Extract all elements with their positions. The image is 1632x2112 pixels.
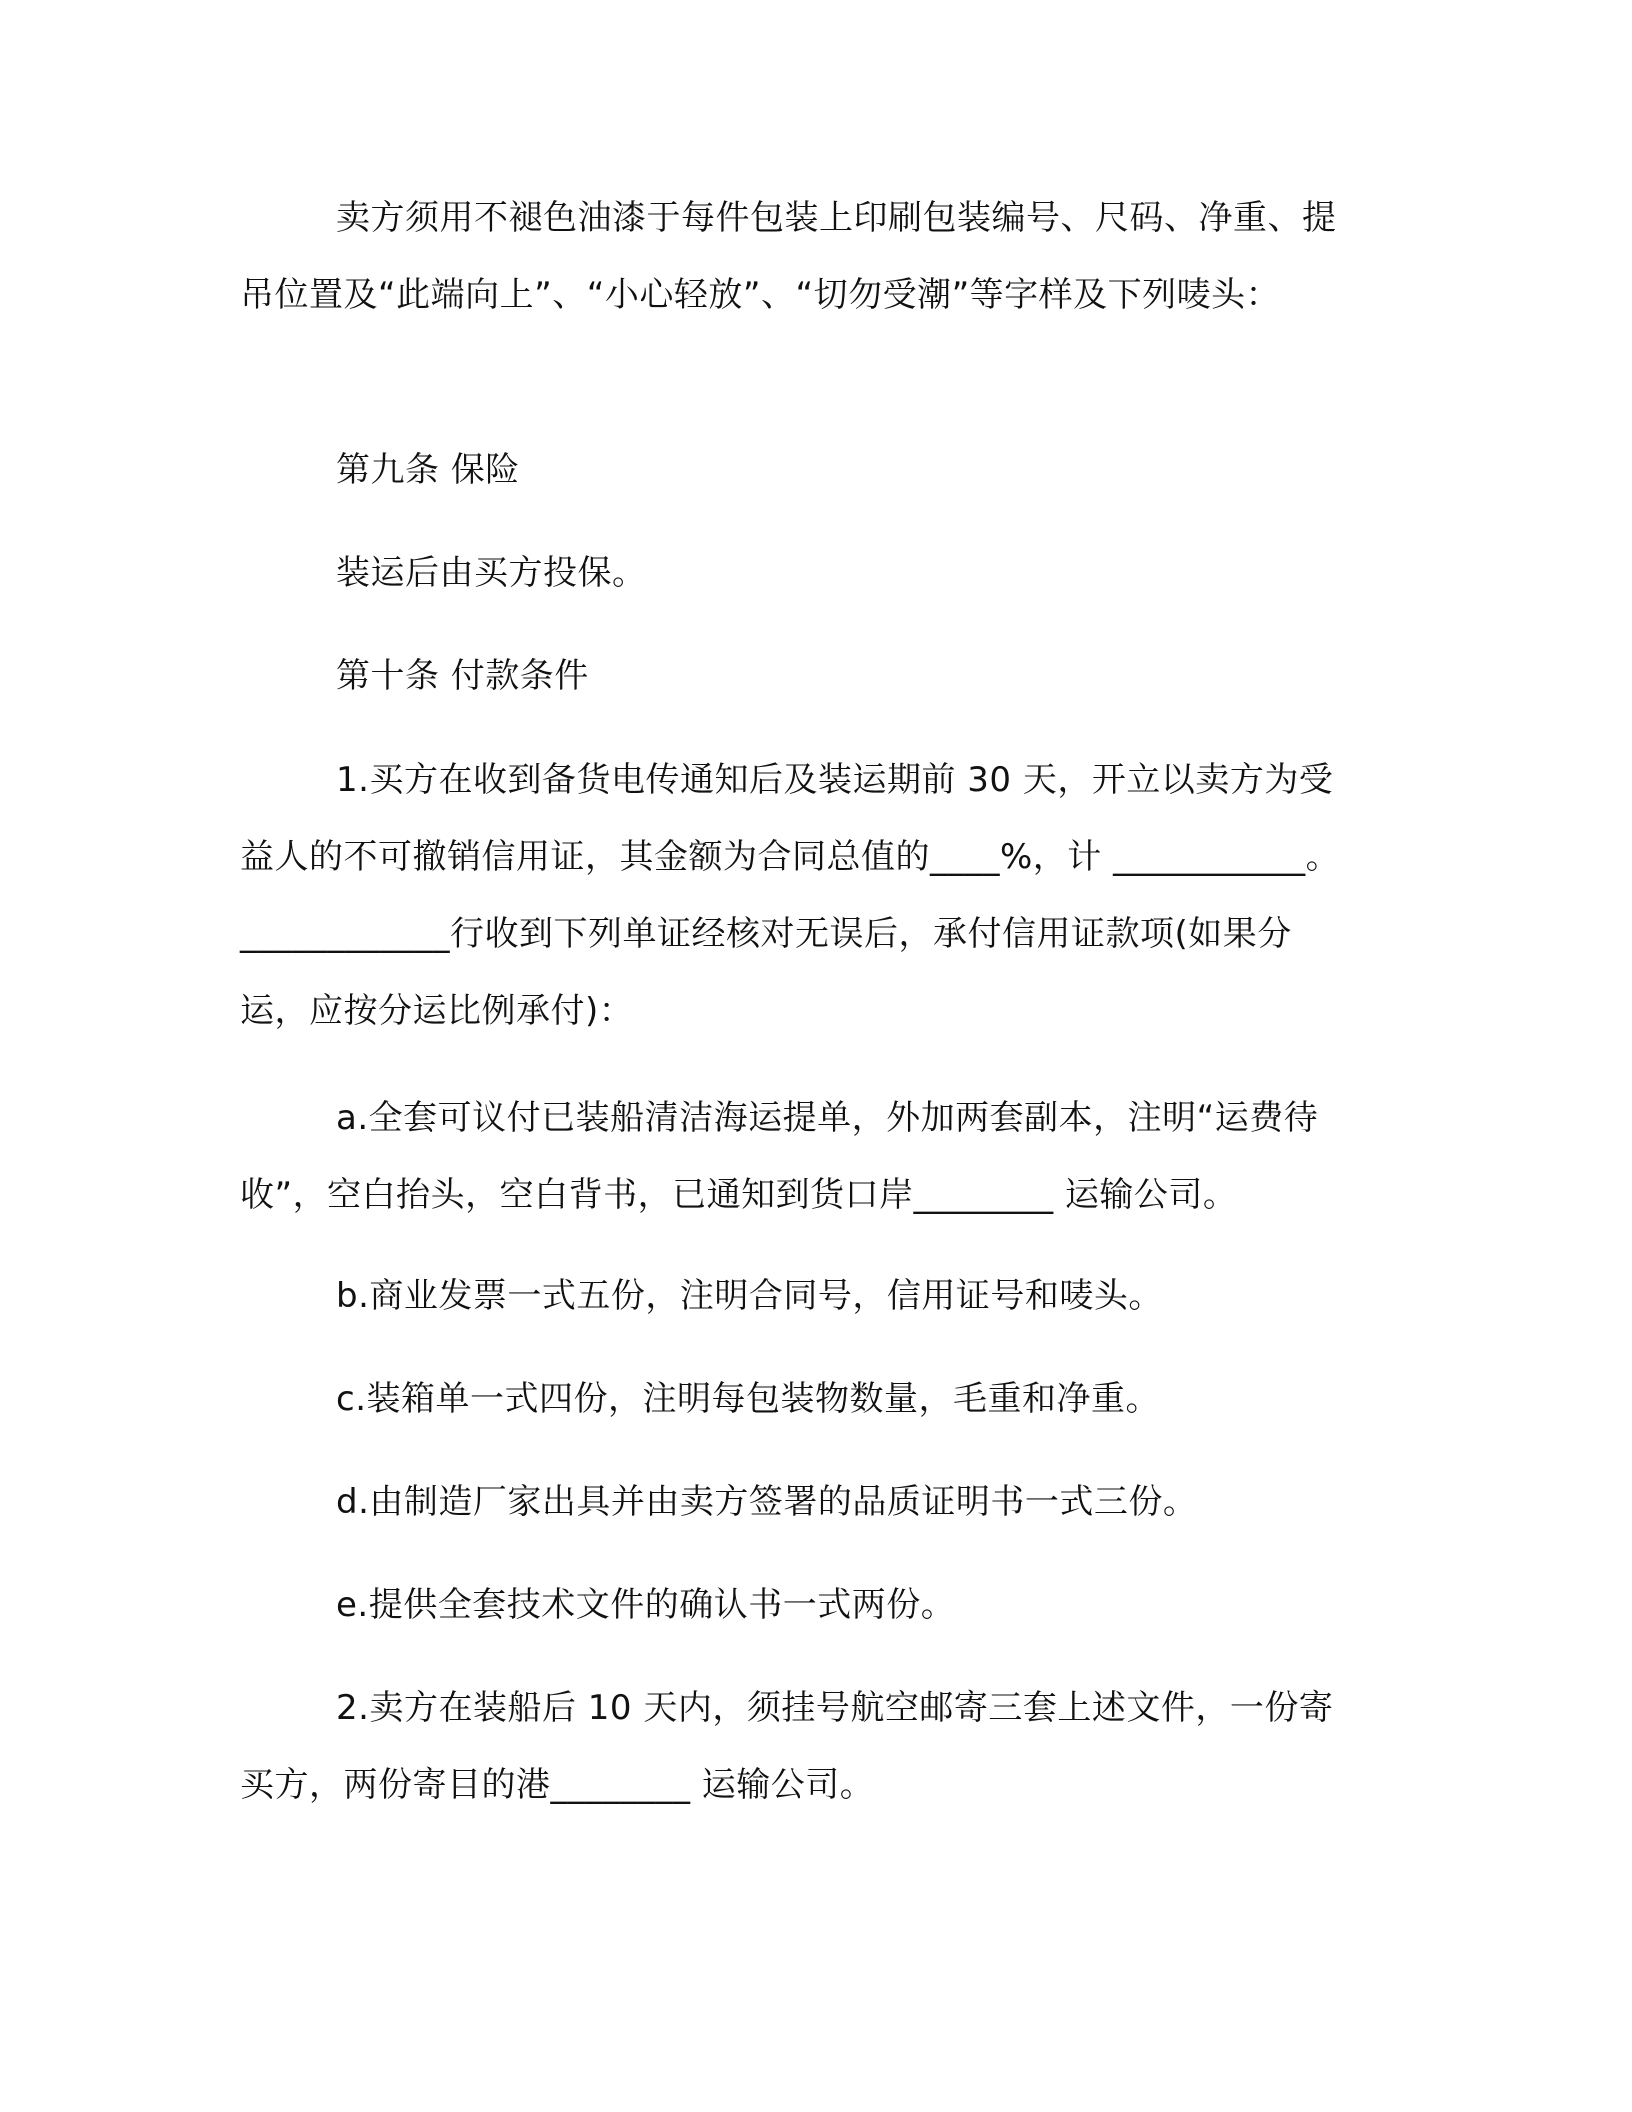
paragraph-letter-of-credit: 1.买方在收到备货电传通知后及装运期前 30 天，开立以卖方为受益人的不可撤销信用证，其金额为合同总值的____%，计 ___________。 ____________行收到下列单证经核对无误后，承付信用证款项(如果分运，应按分运比例承付)： [240,760,1341,1031]
heading-article-10-payment-terms: 第十条 付款条件 [336,656,589,696]
paragraph-item-b-invoice: b.商业发票一式五份，注明合同号，信用证号和唛头。 [336,1276,1163,1316]
paragraph-item-a-bill-of-lading: a.全套可议付已装船清洁海运提单，外加两套副本，注明“运费待收”，空白抬头，空白背书，已通知到货口岸________ 运输公司。 [240,1098,1319,1215]
paragraph-item-d-quality-certificate: d.由制造厂家出具并由卖方签署的品质证明书一式三份。 [336,1482,1198,1522]
paragraph-item-e-technical-documents: e.提供全套技术文件的确认书一式两份。 [336,1585,956,1625]
paragraph-insurance-by-buyer: 装运后由买方投保。 [336,553,647,593]
paragraph-marking-requirements: 卖方须用不褪色油漆于每件包装上印刷包装编号、尺码、净重、提吊位置及“此端向上”、“小心轻放”、“切勿受潮”等字样及下列唛头： [240,198,1337,315]
paragraph-item-c-packing-list: c.装箱单一式四份，注明每包装物数量，毛重和净重。 [336,1379,1160,1419]
paragraph-item-2-mailing-documents: 2.卖方在装船后 10 天内，须挂号航空邮寄三套上述文件，一份寄买方，两份寄目的港________ 运输公司。 [240,1688,1334,1805]
heading-article-9-insurance: 第九条 保险 [336,450,520,490]
